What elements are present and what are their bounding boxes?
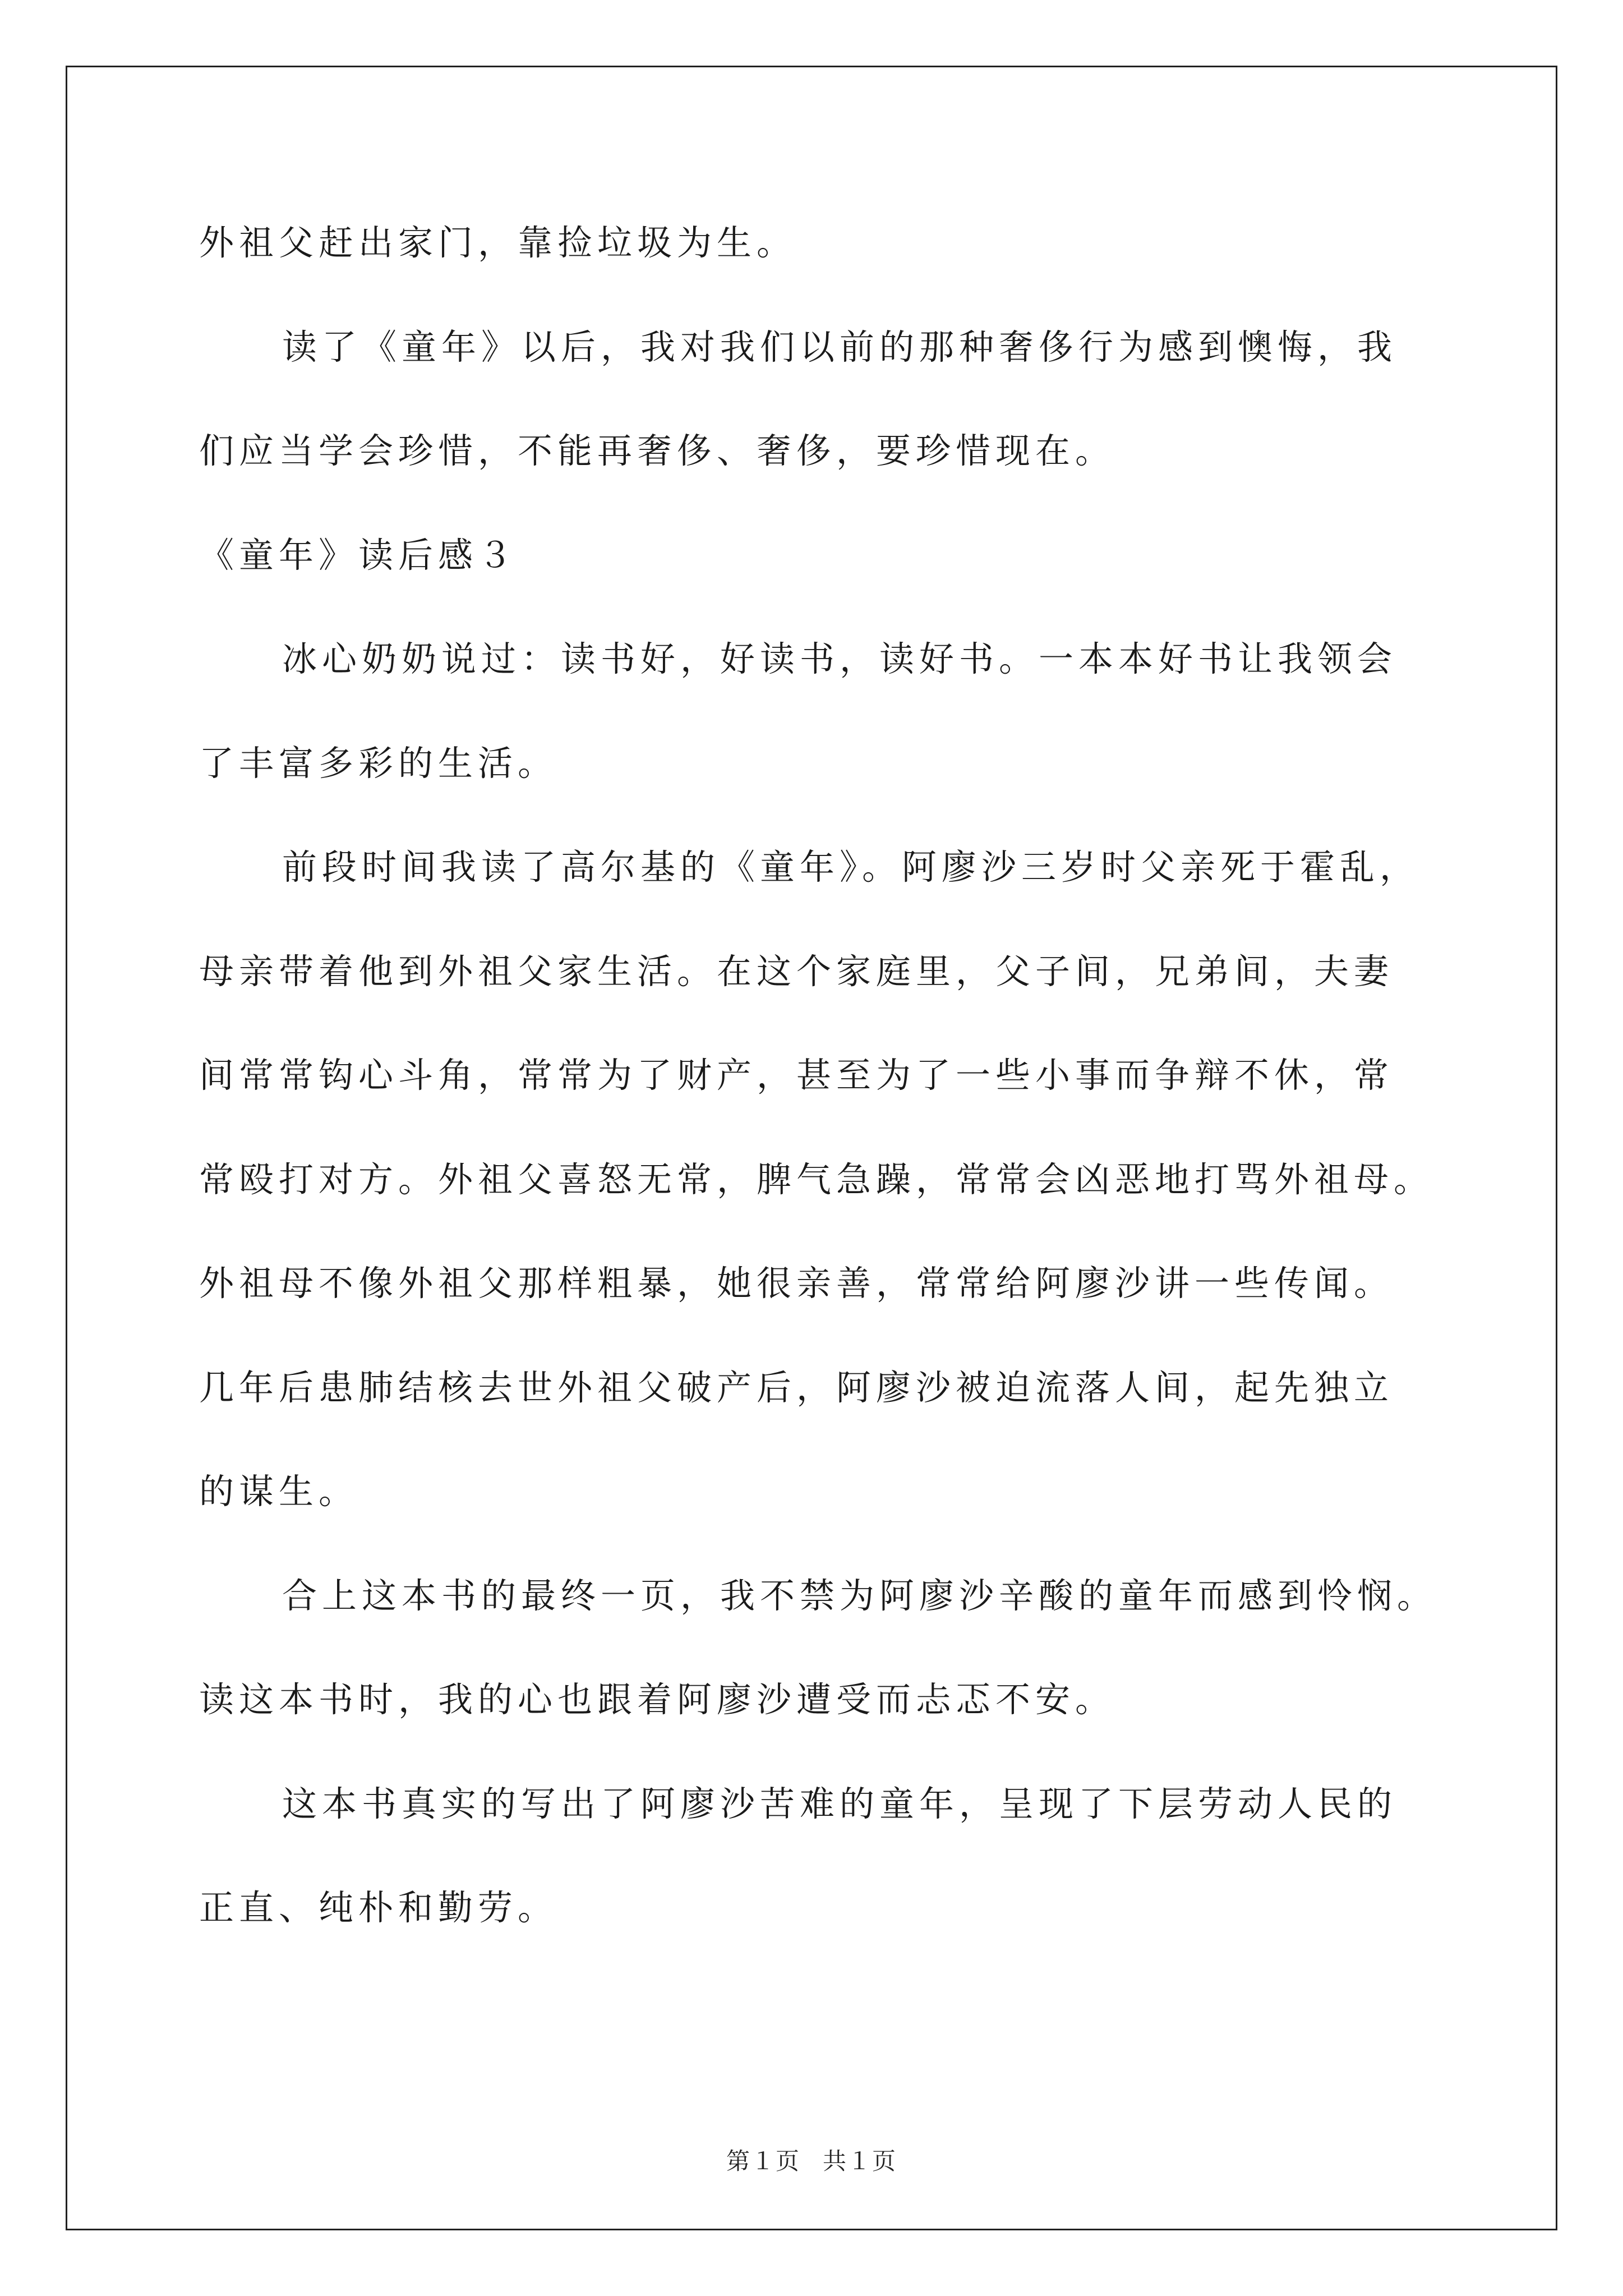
document-body [199,191,1437,1960]
section-heading: 《童年》读后感３ [199,534,518,576]
text-line-16: 这本书真实的写出了阿廖沙苦难的童年，呈现了下层劳动人民的 [282,1783,1398,1824]
text-line-13: 的谋生。 [199,1471,359,1512]
text-line-17: 正直、纯朴和勤劳。 [199,1887,558,1928]
page-footer [0,2143,1623,2177]
text-line-1: 外祖父赶出家门，靠捡垃圾为生。 [199,222,797,263]
text-line-10: 常殴打对方。外祖父喜怒无常，脾气急躁，常常会凶恶地打骂外祖母。 [199,1158,1434,1200]
text-line-5: 冰心奶奶说过：读书好，好读书，读好书。一本本好书让我领会 [282,638,1398,679]
page-number: 第１页 [726,2147,800,2175]
text-line-7: 前段时间我读了高尔基的《童年》。阿廖沙三岁时父亲死于霍乱， [282,846,1420,887]
text-line-14: 合上这本书的最终一页，我不禁为阿廖沙辛酸的童年而感到怜悯。 [282,1575,1437,1616]
text-line-9: 间常常钩心斗角，常常为了财产，甚至为了一些小事而争辩不休，常 [199,1055,1394,1096]
text-line-11: 外祖母不像外祖父那样粗暴，她很亲善，常常给阿廖沙讲一些传闻。 [199,1263,1394,1304]
text-line-12: 几年后患肺结核去世外祖父破产后，阿廖沙被迫流落人间，起先独立 [199,1366,1394,1408]
text-line-2: 读了《童年》以后，我对我们以前的那种奢侈行为感到懊悔，我 [282,326,1398,367]
page-total: 共１页 [823,2147,897,2175]
text-line-15: 读这本书时，我的心也跟着阿廖沙遭受而忐忑不安。 [199,1679,1115,1720]
text-line-8: 母亲带着他到外祖父家生活。在这个家庭里，父子间，兄弟间，夫妻 [199,950,1394,992]
text-line-3: 们应当学会珍惜，不能再奢侈、奢侈，要珍惜现在。 [199,430,1115,471]
text-line-6: 了丰富多彩的生活。 [199,742,558,784]
